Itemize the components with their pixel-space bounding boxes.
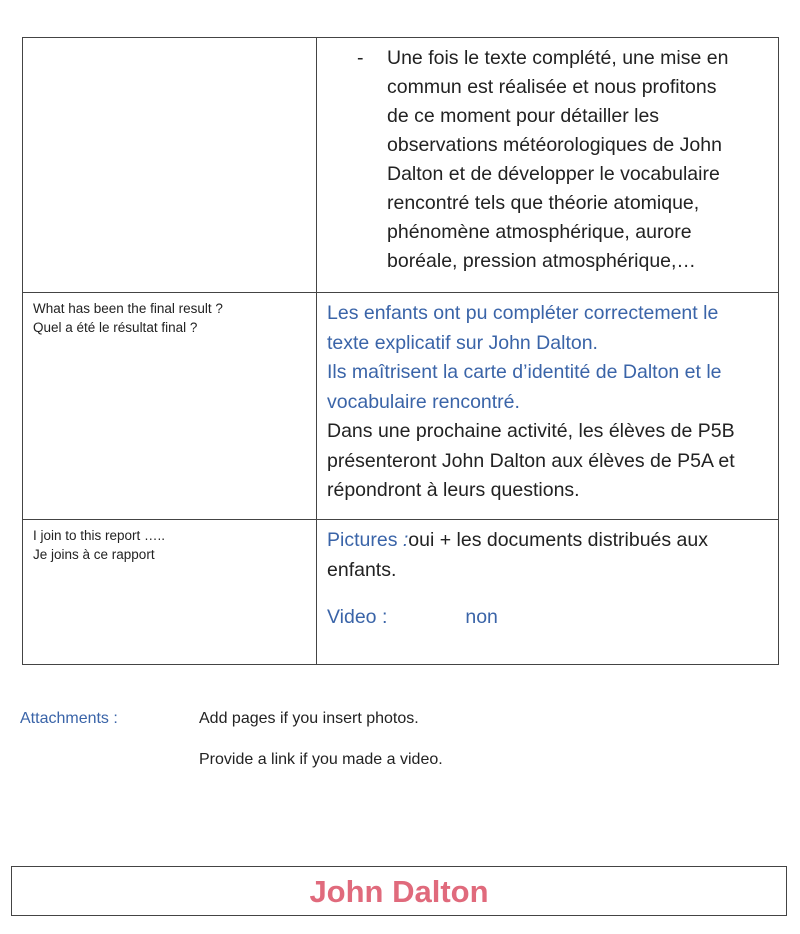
pictures-value: oui + les documents distribués aux [408,529,708,551]
footer-title: John Dalton [309,874,489,909]
answer-line-blue: Les enfants ont pu compléter correctement le [327,302,719,324]
video-line [327,603,770,633]
question-label [23,293,316,337]
table-cell-right [317,38,779,293]
answer-line: répondront à leurs questions. [327,479,580,501]
text-line: Une fois le texte complété, une mise en [387,47,729,69]
table-row [23,38,779,293]
question-label-fr: Je joins à ce rapport [33,547,155,562]
attachments-instruction: Add pages if you insert photos. [199,710,419,727]
table-cell-right [317,520,779,665]
answer-block [317,293,778,506]
text-line: Dalton et de développer le vocabulaire [387,163,720,185]
table-row [23,520,779,665]
table-cell-right [317,293,779,520]
pictures-value-continued: enfants. [327,558,397,581]
video-value: non [465,606,498,628]
bullet-dash: - [357,47,364,69]
answer-line: présenteront John Dalton aux élèves de P5A et [327,449,735,472]
pictures-colon: : [402,529,409,551]
answer-line-blue: vocabulaire rencontré. [327,390,520,413]
question-label-fr: Quel a été le résultat final ? [33,320,198,335]
text-line: phénomène atmosphérique, aurore [387,221,692,243]
footer-title-box [11,866,787,916]
table-cell-left [23,520,317,665]
attachment-answer [317,520,778,633]
answer-line: Dans une prochaine activité, les élèves de P5B [327,420,735,442]
text-line: commun est réalisée et nous profitons [387,76,717,98]
pictures-line [327,526,770,556]
table-cell-left [23,293,317,520]
text-line: rencontré tels que théorie atomique, [387,192,700,214]
text-line: boréale, pression atmosphérique,… [387,250,696,272]
attachments-instruction: Provide a link if you made a video. [199,751,443,768]
table-cell-left [23,38,317,293]
answer-line-blue: Ils maîtrisent la carte d’identité de Dalton et le [327,361,722,383]
question-label-en: I join to this report ….. [33,528,166,543]
pictures-label: Pictures [327,529,403,551]
video-label: Video : [327,606,388,628]
report-table [22,37,779,665]
question-label-en: What has been the final result ? [33,301,223,316]
text-line: observations météorologiques de John [387,134,722,156]
question-label [23,520,316,564]
attachments-label: Attachments : [20,710,118,727]
answer-line-blue: texte explicatif sur John Dalton. [327,331,598,354]
table-row [23,293,779,520]
bullet-item [317,38,778,276]
text-line: de ce moment pour détailler les [387,105,660,127]
